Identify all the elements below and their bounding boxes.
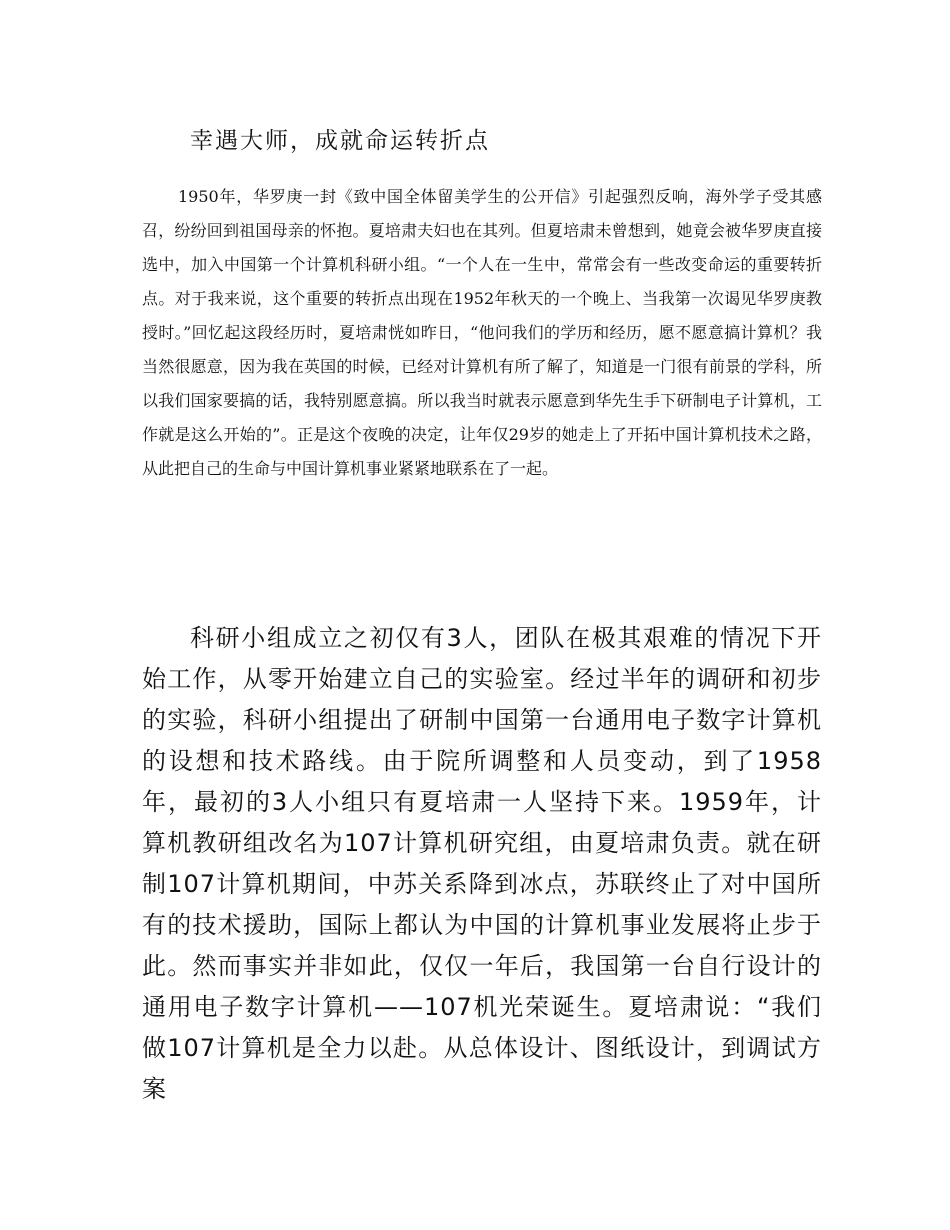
paragraph-huang-luogeng-encounter: 1950年，华罗庚一封《致中国全体留美学生的公开信》引起强烈反响，海外学子受其感召，纷纷回到祖国母亲的怀抱。夏培肃夫妇也在其列。但夏培肃未曾想到，她竟会被华罗庚直接选中，加入中国第一个计算机科研小组。“一个人在一生中，常常会有一些改变命运的重要转折点。对于我来说，这个重要的转折点出现在1952年秋天的一个晚上、当我第一次谒见华罗庚教授时。”回忆起这段经历时，夏培肃恍如昨日，“他问我们的学历和经历，愿不愿意搞计算机？我当然很愿意，因为我在英国的时候，已经对计算机有所了解了，知道是一门很有前景的学科，所以我们国家要搞的话，我特别愿意搞。所以我当时就表示愿意到华先生手下研制电子计算机，工作就是这么开始的”。正是这个夜晚的决定，让年仅29岁的她走上了开拓中国计算机技术之路，从此把自己的生命与中国计算机事业紧紧地联系在了一起。 — [142, 187, 822, 478]
section-heading: 幸遇大师，成就命运转折点 — [190, 128, 490, 154]
paragraph-107-computer: 科研小组成立之初仅有3人，团队在极其艰难的情况下开始工作，从零开始建立自己的实验室。经过半年的调研和初步的实验，科研小组提出了研制中国第一台通用电子数字计算机的设想和技术路线。由于院所调整和人员变动，到了1958年，最初的3人小组只有夏培肃一人坚持下来。1959年，计算机教研组改名为107计算机研究组，由夏培肃负责。就在研制107计算机期间，中苏关系降到冰点，苏联终止了对中国所有的技术援助，国际上都认为中国的计算机事业发展将止步于此。然而事实并非如此，仅仅一年后，我国第一台自行设计的通用电子数字计算机——107机光荣诞生。夏培肃说：“我们做107计算机是全力以赴。从总体设计、图纸设计，到调试方案 — [142, 624, 822, 1103]
